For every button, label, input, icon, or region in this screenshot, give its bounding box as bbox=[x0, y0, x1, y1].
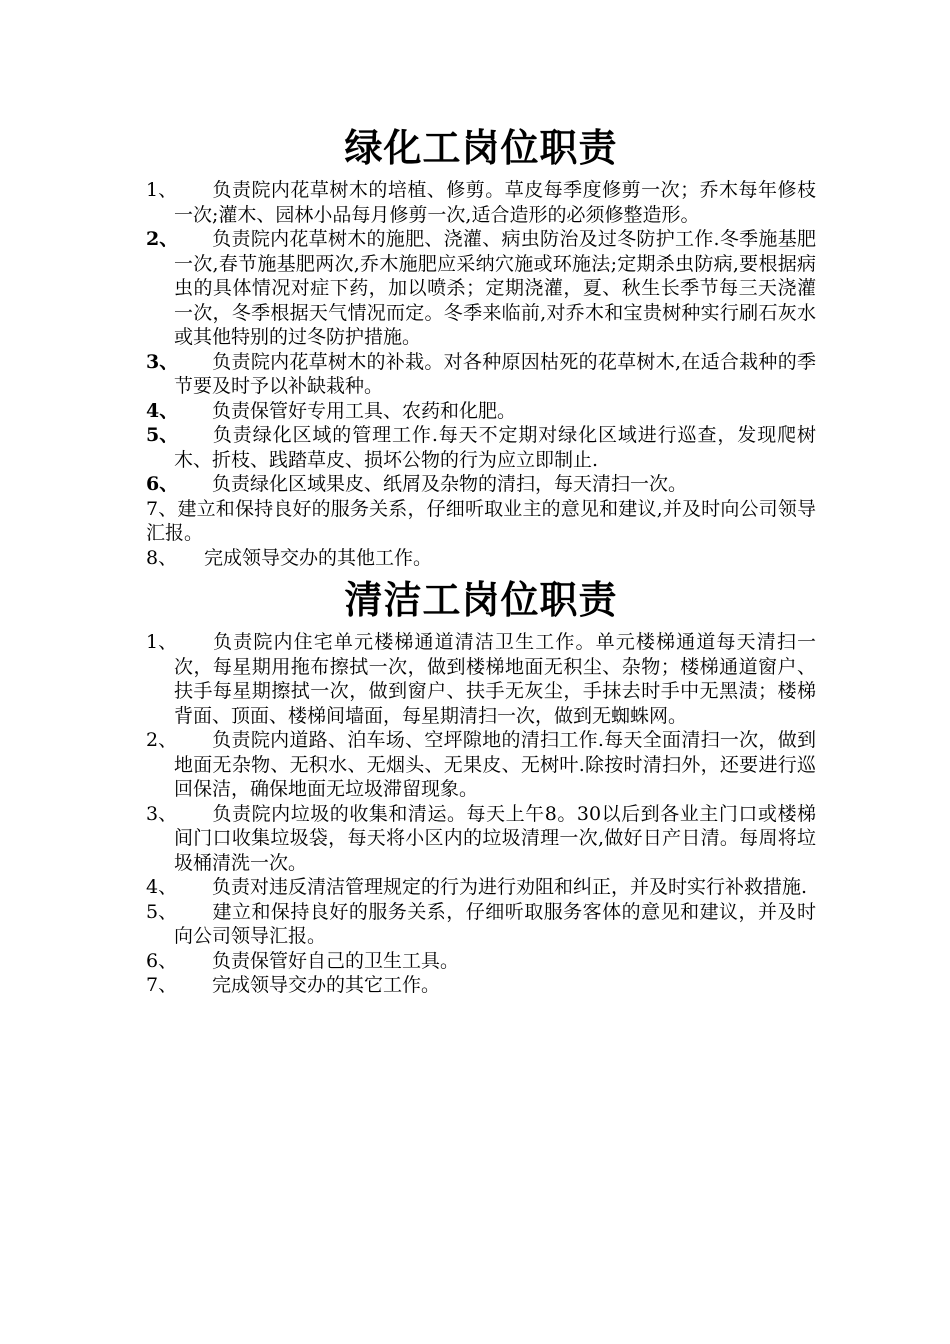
list-item bbox=[146, 350, 816, 399]
item-text: 负责院内花草树木的施肥、浇灌、病虫防治及过冬防护工作.冬季施基肥一次,春节施基肥两次,乔木施肥应采纳穴施或环施法;定期杀虫防病,要根据病虫的具体情况对症下药，加以喷杀；定期浇灌，夏、秋生长季节每三天浇灌一次，冬季根据天气情况而定。冬季来临前,对乔木和宝贵树种实行刷石灰水或其他特别的过冬防护措施。 bbox=[174, 228, 816, 348]
item-number: 7、 bbox=[146, 497, 178, 520]
item-number: 1、 bbox=[146, 631, 178, 653]
item-number: 7、 bbox=[146, 974, 178, 996]
list-item bbox=[146, 728, 816, 802]
list-item bbox=[146, 178, 816, 227]
item-text: 负责院内道路、泊车场、空坪隙地的清扫工作.每天全面清扫一次，做到地面无杂物、无积水、无烟头、无果皮、无树叶.除按时清扫外，还要进行巡回保洁，确保地面无垃圾滞留现象。 bbox=[174, 729, 816, 800]
item-text: 建立和保持良好的服务关系，仔细听取服务客体的意见和建议，并及时向公司领导汇报。 bbox=[174, 900, 816, 947]
item-text: 负责绿化区域的管理工作.每天不定期对绿化区域进行巡查，发现爬树木、折枝、践踏草皮、损坏公物的行为应立即制止. bbox=[174, 424, 816, 471]
list-item bbox=[146, 423, 816, 472]
item-text: 负责对违反清洁管理规定的行为进行劝阻和纠正，并及时实行补救措施. bbox=[212, 876, 808, 898]
list-item bbox=[146, 227, 816, 350]
item-text: 完成领导交办的其它工作。 bbox=[212, 974, 441, 996]
list-item bbox=[146, 497, 816, 546]
list-item bbox=[146, 875, 816, 900]
list-item bbox=[146, 949, 816, 974]
item-text: 负责保管好自己的卫生工具。 bbox=[212, 949, 460, 972]
item-text: 完成领导交办的其他工作。 bbox=[204, 546, 433, 569]
item-text: 负责院内花草树木的补栽。对各种原因枯死的花草树木,在适合栽种的季节要及时予以补缺栽种。 bbox=[174, 350, 816, 397]
item-number: 4、 bbox=[146, 399, 179, 422]
item-text: 负责保管好专用工具、农药和化肥。 bbox=[212, 399, 517, 422]
item-number: 1、 bbox=[146, 179, 178, 201]
document-page bbox=[146, 118, 816, 998]
item-text: 负责绿化区域果皮、纸屑及杂物的清扫，每天清扫一次。 bbox=[212, 473, 688, 495]
item-number: 4、 bbox=[146, 876, 178, 898]
item-text: 负责院内垃圾的收集和清运。每天上午8。30以后到各业主门口或楼梯间门口收集垃圾袋，每天将小区内的垃圾清理一次,做好日产日清。每周将垃圾桶清洗一次。 bbox=[174, 802, 816, 874]
item-text: 建立和保持良好的服务关系，仔细听取业主的意见和建议,并及时向公司领导汇报。 bbox=[146, 497, 817, 544]
item-number: 2、 bbox=[146, 228, 179, 250]
section-title-cleaning: 清洁工岗位职责 bbox=[344, 577, 618, 622]
item-number: 6、 bbox=[146, 473, 179, 495]
item-number: 5、 bbox=[146, 424, 179, 446]
item-text: 负责院内住宅单元楼梯通道清洁卫生工作。单元楼梯通道每天清扫一次，每星期用拖布擦拭一次，做到楼梯地面无积尘、杂物；楼梯通道窗户、扶手每星期擦拭一次，做到窗户、扶手无灰尘，手抹去时手中无黑渍；楼梯背面、顶面、楼梯间墙面，每星期清扫一次，做到无蜘蛛网。 bbox=[174, 631, 816, 727]
list-item bbox=[146, 546, 816, 571]
item-number: 6、 bbox=[146, 949, 178, 972]
list-item bbox=[146, 900, 816, 949]
list-item bbox=[146, 630, 816, 728]
item-number: 2、 bbox=[146, 729, 178, 751]
list-item bbox=[146, 399, 816, 424]
section-title-greening: 绿化工岗位职责 bbox=[344, 125, 618, 170]
list-item bbox=[146, 973, 816, 998]
item-number: 3、 bbox=[146, 350, 179, 373]
item-number: 5、 bbox=[146, 900, 178, 923]
item-text: 负责院内花草树木的培植、修剪。草皮每季度修剪一次；乔木每年修枝一次;灌木、园林小品每月修剪一次,适合造形的必须修整造形。 bbox=[174, 179, 816, 226]
item-number: 3、 bbox=[146, 802, 178, 825]
item-number: 8、 bbox=[146, 546, 178, 569]
list-item bbox=[146, 472, 816, 497]
list-item bbox=[146, 802, 816, 876]
